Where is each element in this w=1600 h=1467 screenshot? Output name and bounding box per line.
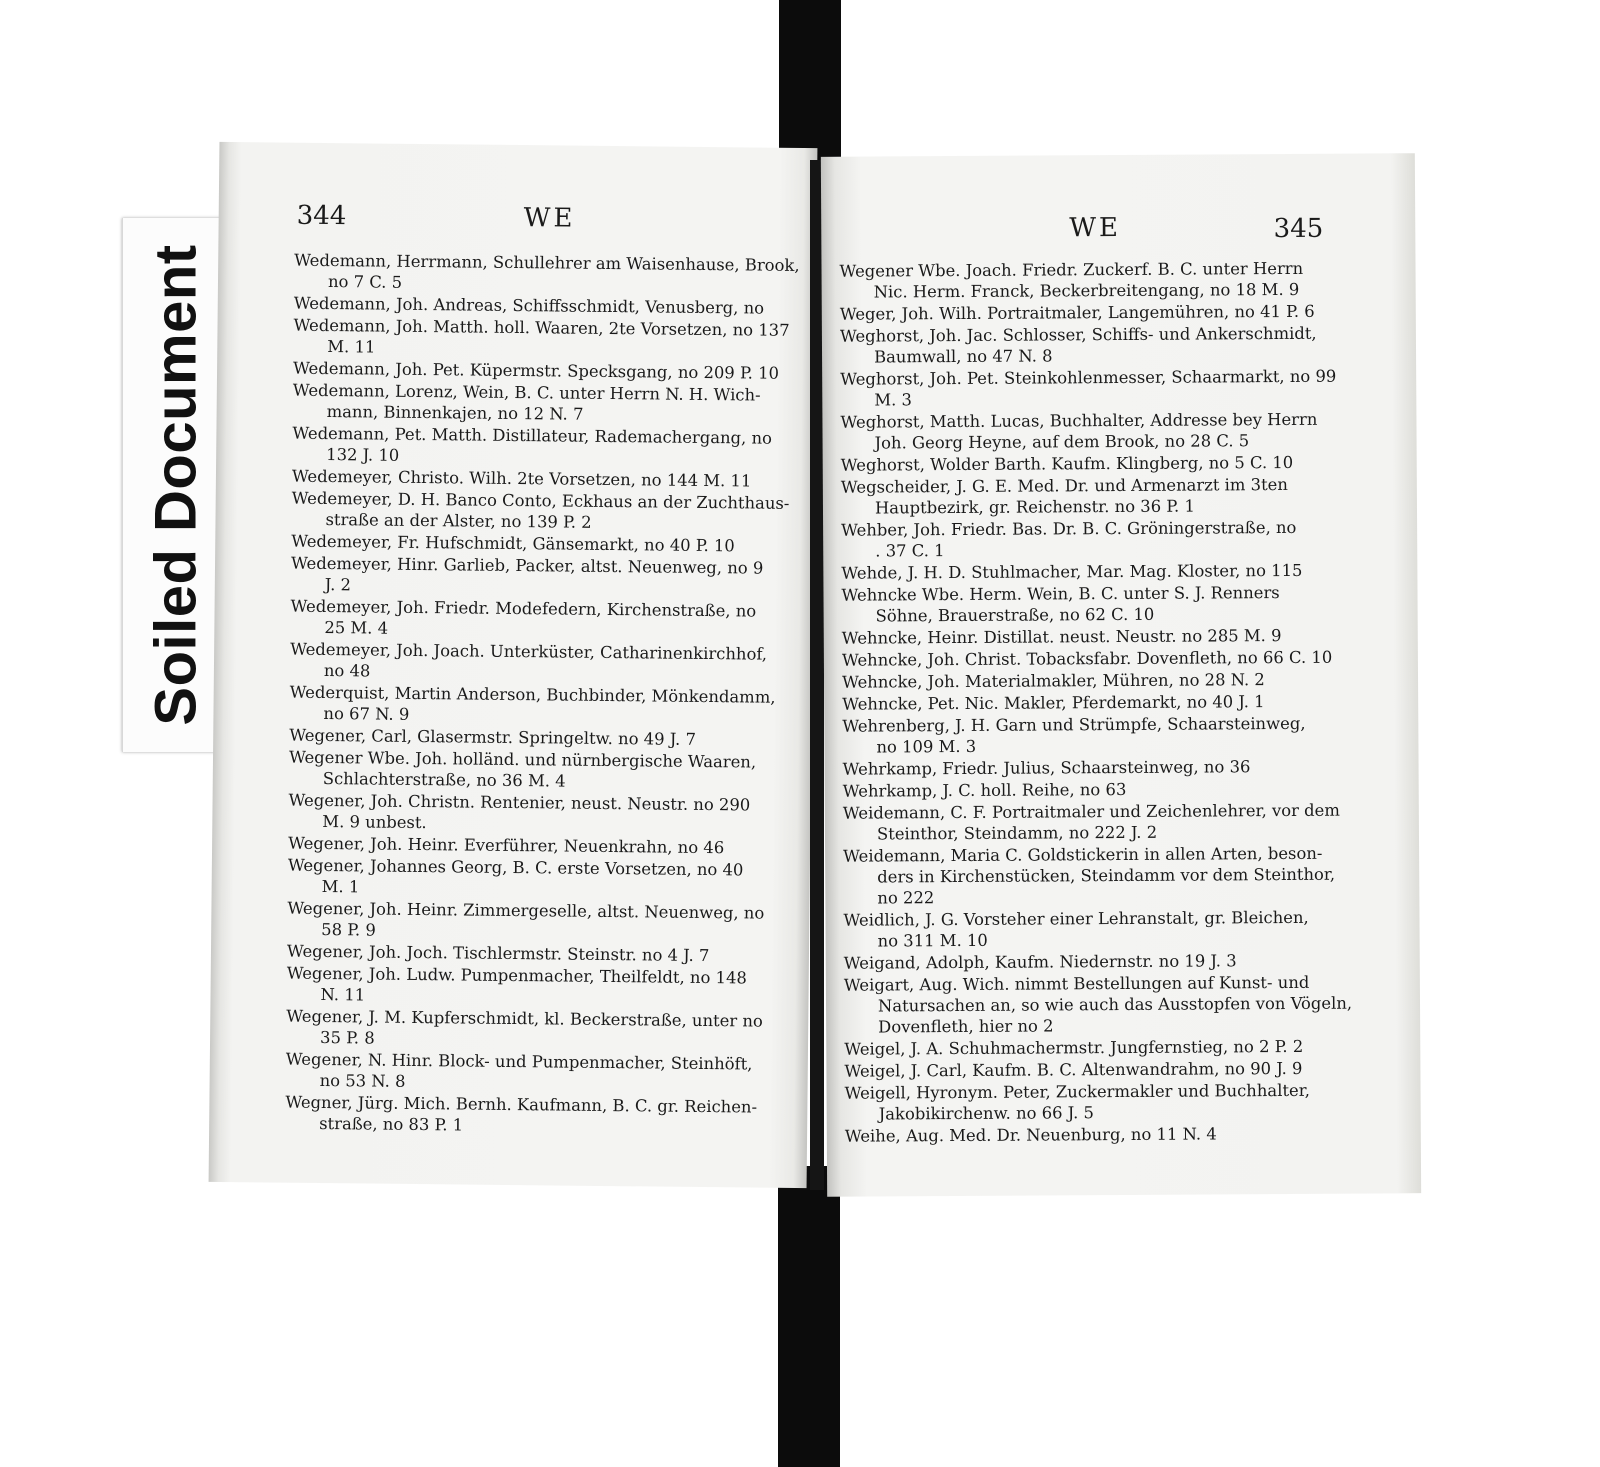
entry-continuation-line: . 37 C. 1	[875, 541, 945, 561]
entry-line: Wehrkamp, J. C. holl. Reihe, no 63	[842, 779, 1127, 801]
directory-entry	[824, 624, 1418, 649]
entry-continuation-line: Dovenfleth, hier no 2	[878, 1016, 1054, 1037]
entry-line: Wegener, Joh. Joch. Tischlermstr. Steinstr. no 4 J. 7	[286, 941, 710, 966]
entry-continuation-line: M. 3	[874, 390, 913, 410]
entry-line: Wegscheider, J. G. E. Med. Dr. und Armenarzt im 3ten	[840, 474, 1288, 497]
directory-entry	[217, 314, 815, 362]
entry-line: Wedemeyer, Fr. Hufschmidt, Gänsemarkt, no 40 P. 10	[291, 531, 735, 556]
directory-entry	[825, 906, 1419, 952]
directory-entry	[823, 451, 1417, 476]
directory-entry	[827, 1122, 1421, 1147]
entry-continuation-line: no 109 M. 3	[876, 736, 977, 757]
entry-line: Wehrenberg, J. H. Garn und Strümpfe, Schaarsteinweg,	[842, 713, 1306, 736]
entry-line: Weghorst, Wolder Barth. Kaufm. Klingberg, no 5 C. 10	[840, 452, 1294, 475]
right-page-number: 345	[1273, 213, 1324, 245]
label-text: Soiled Document	[143, 244, 209, 726]
entry-line: Wedemann, Lorenz, Wein, B. C. unter Herrn N. H. Wich-	[292, 380, 761, 405]
entry-line: Weghorst, Matth. Lucas, Buchhalter, Addresse bey Herrn	[840, 409, 1318, 432]
directory-entry	[213, 746, 811, 794]
entry-line: Wedemann, Joh. Andreas, Schiffsschmidt, Venusberg, no	[293, 293, 765, 318]
entry-line: Weidemann, C. F. Portraitmaler und Zeichenlehrer, vor dem	[842, 800, 1340, 823]
entry-line: Wegener, Joh. Ludw. Pumpenmacher, Theilfeldt, no 148	[286, 963, 747, 988]
entry-continuation-line: M. 9 unbest.	[322, 812, 427, 833]
entry-continuation-line: Schlachterstraße, no 36 M. 4	[322, 769, 566, 791]
binding-strip-bottom	[778, 1166, 840, 1467]
entry-line: Weigell, Hyronym. Peter, Zuckermakler und Buchhalter,	[844, 1080, 1311, 1103]
directory-entry	[826, 949, 1420, 974]
entry-line: Wedemann, Joh. Matth. holl. Waaren, 2te Vorsetzen, no 137	[293, 315, 790, 340]
directory-entry	[822, 408, 1416, 454]
directory-entry	[210, 1048, 808, 1096]
entry-line: Wegener, Joh. Heinr. Everführer, Neuenkrahn, no 46	[288, 833, 725, 858]
directory-entry	[215, 552, 813, 600]
entry-line: Wegener Wbe. Joh. holländ. und nürnbergische Waaren,	[288, 747, 757, 772]
entry-continuation-line: no 7 C. 5	[327, 272, 403, 292]
directory-entry	[823, 473, 1417, 519]
entry-line: Wehncke, Joh. Christ. Tobacksfabr. Dovenfleth, no 66 C. 10	[841, 647, 1333, 670]
right-entry-list	[821, 257, 1420, 1147]
right-running-head	[821, 211, 1415, 255]
entry-continuation-line: Natursachen an, so wie auch das Ausstopfen von Vögeln,	[877, 993, 1353, 1016]
left-entry-list	[209, 249, 816, 1139]
entry-continuation-line: 58 P. 9	[321, 920, 376, 940]
entry-line: Wehncke Wbe. Herm. Wein, B. C. unter S. J. Renners	[841, 583, 1280, 605]
entry-continuation-line: Jakobikirchenw. no 66 J. 5	[878, 1103, 1094, 1124]
right-running-title: WE	[1069, 212, 1122, 244]
left-running-head	[218, 200, 816, 246]
directory-entry	[823, 581, 1417, 627]
entry-line: Wegener, N. Hinr. Block- und Pumpenmacher, Steinhöft,	[285, 1049, 753, 1074]
entry-line: Wedemeyer, Joh. Friedr. Modefedern, Kirchenstraße, no	[290, 596, 757, 621]
directory-entry	[826, 1035, 1420, 1060]
directory-entry	[824, 668, 1418, 693]
entry-line: Wehber, Joh. Friedr. Bas. Dr. B. C. Gröningerstraße, no	[841, 517, 1297, 540]
left-running-title: WE	[523, 203, 576, 234]
entry-line: Weigand, Adolph, Kaufm. Niedernstr. no 19 J. 3	[843, 951, 1237, 973]
right-page	[821, 153, 1421, 1197]
entry-line: Wegener, Carl, Glasermstr. Springeltw. no 49 J. 7	[289, 725, 697, 749]
directory-entry	[216, 422, 814, 470]
directory-entry	[210, 962, 808, 1010]
entry-continuation-line: Steinthor, Steindamm, no 222 J. 2	[876, 822, 1158, 844]
directory-entry	[825, 777, 1419, 802]
entry-line: Weghorst, Joh. Jac. Schlosser, Schiffs- und Ankerschmidt,	[839, 323, 1317, 346]
entry-line: Wehrkamp, Friedr. Julius, Schaarsteinweg, no 36	[842, 757, 1251, 779]
entry-continuation-line: Baumwall, no 47 N. 8	[873, 346, 1053, 367]
directory-entry	[823, 516, 1417, 562]
entry-line: Wederquist, Martin Anderson, Buchbinder, Mönkendamm,	[289, 682, 776, 707]
directory-entry	[212, 789, 810, 837]
directory-entry	[210, 1005, 808, 1053]
directory-entry	[824, 690, 1418, 715]
directory-entry	[218, 249, 816, 297]
entry-line: Wehncke, Heinr. Distillat. neust. Neustr. no 285 M. 9	[841, 626, 1282, 648]
entry-line: Wehncke, Pet. Nic. Makler, Pferdemarkt, no 40 J. 1	[842, 692, 1265, 714]
entry-line: Wedemeyer, Christo. Wilh. 2te Vorsetzen, no 144 M. 11	[291, 466, 752, 491]
entry-line: Weigart, Aug. Wich. nimmt Bestellungen auf Kunst- und	[843, 972, 1310, 995]
directory-entry	[825, 799, 1419, 845]
directory-entry	[214, 595, 812, 643]
entry-line: Wedemann, Pet. Matth. Distillateur, Rademachergang, no	[292, 423, 773, 448]
directory-entry	[826, 1057, 1420, 1082]
directory-entry	[212, 854, 810, 902]
entry-line: Wedemann, Joh. Pet. Küpermstr. Specksgang, no 209 P. 10	[292, 358, 780, 383]
directory-entry	[826, 1079, 1420, 1125]
directory-entry	[823, 559, 1417, 584]
directory-entry	[824, 646, 1418, 671]
left-page	[209, 142, 818, 1188]
binding-strip-top	[779, 0, 841, 168]
entry-continuation-line: J. 2	[324, 575, 352, 595]
entry-continuation-line: no 222	[877, 888, 935, 908]
entry-line: Weghorst, Joh. Pet. Steinkohlenmesser, Schaarmarkt, no 99	[840, 366, 1337, 389]
entry-line: Wehde, J. H. D. Stuhlmacher, Mar. Mag. Kloster, no 115	[841, 560, 1303, 583]
directory-entry	[213, 681, 811, 729]
entry-continuation-line: M. 1	[321, 877, 360, 897]
directory-entry	[215, 487, 813, 535]
entry-continuation-line: Nic. Herm. Franck, Beckerbreitengang, no 18 M. 9	[873, 279, 1300, 302]
entry-continuation-line: N. 11	[320, 985, 366, 1005]
entry-continuation-line: M. 11	[327, 337, 376, 357]
entry-line: Weigel, J. Carl, Kaufm. B. C. Altenwandrahm, no 90 J. 9	[844, 1058, 1303, 1081]
entry-line: Wedemeyer, Hinr. Garlieb, Packer, altst. Neuenweg, no 9	[290, 553, 764, 578]
entry-line: Wedemeyer, Joh. Joach. Unterküster, Catharinenkirchhof,	[290, 639, 768, 664]
entry-line: Wegener, Johannes Georg, B. C. erste Vorsetzen, no 40	[287, 855, 744, 880]
entry-line: Wegner, Jürg. Mich. Bernh. Kaufmann, B. C. gr. Reichen-	[285, 1092, 758, 1117]
entry-line: Weidemann, Maria C. Goldstickerin in allen Arten, beson-	[843, 843, 1323, 866]
entry-continuation-line: straße, no 83 P. 1	[319, 1113, 464, 1135]
entry-continuation-line: 132 J. 10	[326, 445, 400, 465]
entry-line: Wegener, Joh. Christn. Rentenier, neust. Neustr. no 290	[288, 790, 751, 815]
directory-entry	[824, 712, 1418, 758]
directory-entry	[822, 365, 1416, 411]
entry-continuation-line: 35 P. 8	[319, 1028, 375, 1048]
entry-line: Wedemeyer, D. H. Banco Conto, Eckhaus an der Zuchthaus-	[291, 488, 790, 513]
entry-continuation-line: no 48	[323, 661, 371, 681]
entry-continuation-line: Joh. Georg Heyne, auf dem Brook, no 28 C. 5	[874, 431, 1250, 453]
entry-continuation-line: no 67 N. 9	[323, 704, 410, 724]
entry-line: Weger, Joh. Wilh. Portraitmaler, Langemühren, no 41 P. 6	[839, 301, 1315, 324]
entry-continuation-line: straße an der Alster, no 139 P. 2	[325, 510, 592, 532]
directory-entry	[822, 300, 1416, 325]
directory-entry	[211, 897, 809, 945]
directory-entry	[826, 971, 1420, 1038]
entry-line: Wegener Wbe. Joach. Friedr. Zuckerf. B. C. unter Herrn	[839, 258, 1304, 281]
entry-line: Weidlich, J. G. Vorsteher einer Lehranstalt, gr. Bleichen,	[843, 907, 1309, 930]
left-page-number: 344	[296, 200, 347, 232]
entry-line: Wedemann, Herrmann, Schullehrer am Waisenhause, Brook,	[294, 250, 800, 275]
entry-continuation-line: no 53 N. 8	[319, 1070, 406, 1091]
entry-line: Wehncke, Joh. Materialmakler, Mühren, no 28 N. 2	[841, 670, 1265, 692]
entry-continuation-line: no 311 M. 10	[877, 930, 988, 951]
directory-entry	[825, 755, 1419, 780]
entry-continuation-line: Hauptbezirk, gr. Reichenstr. no 36 P. 1	[874, 496, 1195, 518]
directory-entry	[209, 1091, 807, 1139]
directory-entry	[825, 842, 1419, 909]
entry-line: Weigel, J. A. Schuhmachermstr. Jungfernstieg, no 2 P. 2	[844, 1036, 1304, 1059]
entry-continuation-line: 25 M. 4	[324, 618, 389, 638]
entry-continuation-line: ders in Kirchenstücken, Steindamm vor dem Steinthor,	[877, 864, 1336, 887]
entry-continuation-line: Söhne, Brauerstraße, no 62 C. 10	[875, 604, 1155, 626]
entry-continuation-line: mann, Binnenkajen, no 12 N. 7	[326, 402, 584, 424]
entry-line: Wegener, J. M. Kupferschmidt, kl. Beckerstraße, unter no	[286, 1006, 763, 1031]
directory-entry	[822, 322, 1416, 368]
directory-entry	[217, 379, 815, 427]
entry-line: Wegener, Joh. Heinr. Zimmergeselle, altst. Neuenweg, no	[287, 898, 765, 923]
directory-entry	[821, 257, 1415, 303]
entry-line: Weihe, Aug. Med. Dr. Neuenburg, no 11 N. 4	[844, 1124, 1217, 1146]
directory-entry	[214, 638, 812, 686]
